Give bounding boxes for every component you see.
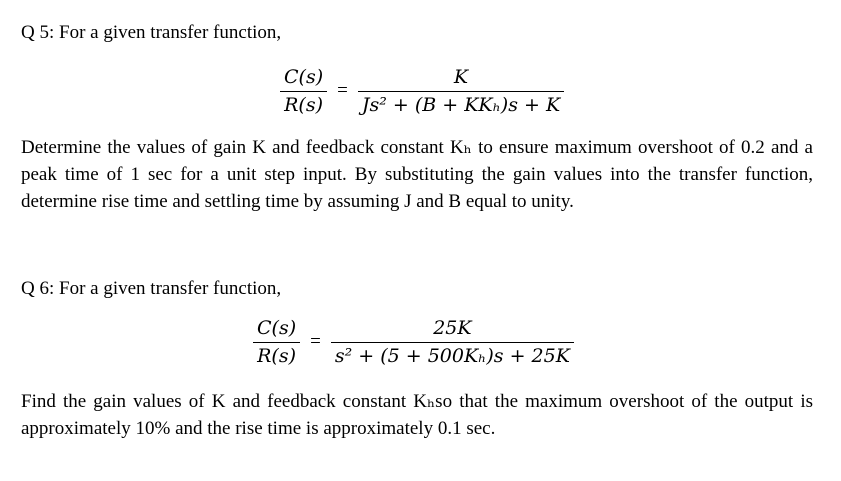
q5-transfer-function	[280, 66, 564, 116]
q6-rhs-numerator: 25K	[433, 317, 472, 339]
q5-lhs-numerator: C(s)	[284, 66, 324, 88]
q5-rhs-numerator: K	[453, 66, 469, 88]
q5-rhs-denominator: Js² + (B + KKₕ)s + K	[358, 91, 564, 116]
q5-equals-sign: =	[337, 80, 348, 101]
q5-body: Determine the values of gain K and feedback constant Kₕ to ensure maximum overshoot of 0.2 and a peak time of 1 sec for a unit step input. By substituting the gain values into the transfer function, determine rise time and settling time by assuming J and B equal to unity.	[21, 137, 813, 212]
q6-transfer-function	[253, 317, 574, 367]
q5-lhs-denominator: R(s)	[280, 91, 327, 116]
q6-lhs-fraction	[253, 317, 300, 367]
q6-equals-sign: =	[310, 331, 321, 352]
q6-lhs-denominator: R(s)	[253, 342, 300, 367]
q6-rhs-denominator: s² + (5 + 500Kₕ)s + 25K	[331, 342, 574, 367]
q5-lhs-fraction	[280, 66, 327, 116]
q6-heading: Q 6: For a given transfer function,	[21, 278, 282, 299]
q6-rhs-fraction	[331, 317, 574, 367]
q6-lhs-numerator: C(s)	[257, 317, 297, 339]
q5-heading: Q 5: For a given transfer function,	[21, 22, 282, 43]
q5-rhs-fraction	[358, 66, 564, 116]
q6-body: Find the gain values of K and feedback constant Kₕso that the maximum overshoot of the output is approximately 10% and the rise time is approximately 0.1 sec.	[21, 391, 813, 439]
